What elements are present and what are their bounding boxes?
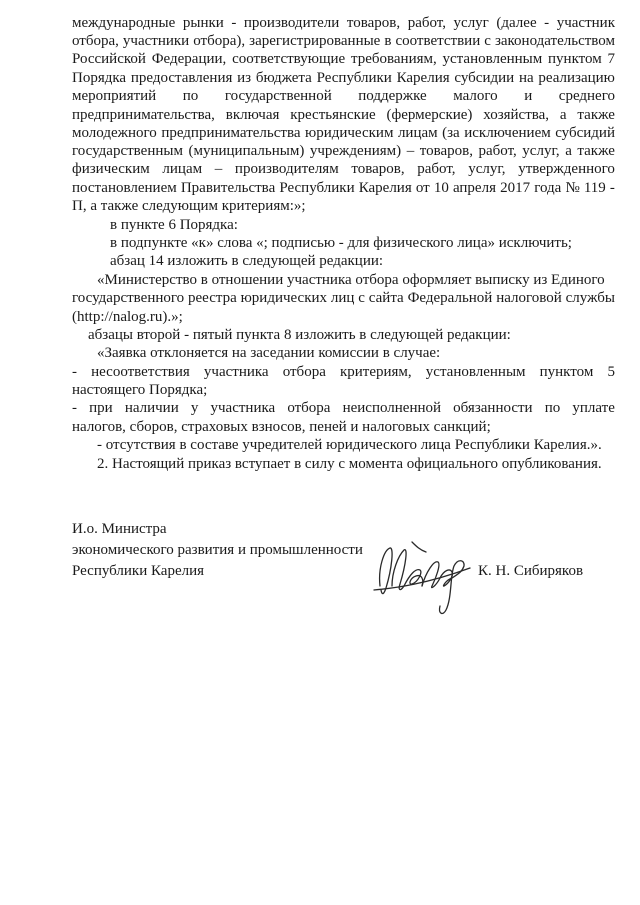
word: зарегистрированные (249, 33, 381, 49)
word: поддержке (358, 88, 427, 104)
word: услуг, (522, 143, 560, 159)
word: апреля (452, 180, 496, 196)
word: юридических (240, 290, 328, 306)
word: при (89, 400, 113, 416)
word: предпринимательства, (72, 107, 215, 123)
word: Российской (72, 51, 146, 67)
word: мероприятий (72, 88, 157, 104)
word: отбора (282, 364, 326, 380)
word: также (577, 143, 615, 159)
word: товаров, (346, 15, 401, 31)
word: несоответствия (91, 364, 190, 380)
word: с (358, 290, 365, 306)
word: включая (225, 107, 280, 123)
word: а (565, 143, 572, 159)
word: участника (210, 400, 276, 416)
signer-title-line: И.о. Министра (72, 521, 167, 537)
handwritten-signature (366, 528, 476, 618)
word: Федерации, (151, 51, 227, 67)
word: 119 (583, 180, 606, 196)
word: работ, (407, 15, 446, 31)
quote-line: «Заявка отклоняется на заседании комиссии в случае: (97, 345, 441, 361)
word: производителям (234, 161, 339, 177)
body-line: П, а также следующим критериям:»; (72, 198, 306, 214)
body-line: в пункте 6 Порядка: (110, 217, 238, 233)
word: лицам (162, 161, 203, 177)
word: сайта (368, 290, 404, 306)
word: участника (203, 364, 269, 380)
word: по (182, 88, 199, 104)
word: 5 (607, 364, 615, 380)
word: № (565, 180, 580, 196)
word: Республики (279, 180, 355, 196)
word: - (231, 15, 237, 31)
word: (далее (496, 15, 537, 31)
word: международные (72, 15, 176, 31)
list-item-line: налогов, сборов, страховых взносов, пеней и налоговых санкций; (72, 419, 491, 435)
word: участники (122, 33, 190, 49)
word: установленным (442, 51, 543, 67)
list-item-line (72, 399, 615, 417)
word: соответствии (395, 33, 481, 49)
word: критериям, (339, 364, 412, 380)
word: товаров, (419, 143, 473, 159)
body-line (72, 160, 615, 178)
body-line: абзац 14 изложить в следующей редакции: (110, 253, 384, 269)
body-line (72, 87, 615, 105)
word: государственного (72, 290, 185, 306)
list-item-line: настоящего Порядка; (72, 382, 208, 398)
word: рынки (182, 15, 224, 31)
word: малого (453, 88, 498, 104)
word: постановлением (72, 180, 177, 196)
word: (муниципальным) (188, 143, 305, 159)
word: лицам (397, 125, 438, 141)
word: а (559, 107, 567, 123)
word: реализацию (538, 70, 615, 86)
word: у (190, 400, 199, 416)
body-line (72, 50, 615, 68)
word: производители (243, 15, 340, 31)
word: пунктом (548, 51, 602, 67)
quote-line: (http://nalog.ru).»; (72, 309, 183, 325)
word: товаров, (351, 161, 405, 177)
word: реестра (188, 290, 237, 306)
word: физическим (72, 161, 150, 177)
word: Федеральной (407, 290, 493, 306)
word: работ, (478, 143, 517, 159)
body-line (72, 14, 615, 32)
word: установленным (425, 364, 526, 380)
word: законодательством (494, 33, 615, 49)
word: предоставления (130, 70, 233, 86)
word: 7 (607, 51, 615, 67)
word: - (609, 180, 615, 196)
body-line (72, 179, 615, 197)
signer-title-line: экономического развития и промышленности (72, 542, 363, 558)
word: молодежного (72, 125, 157, 141)
word: отбора, (72, 33, 119, 49)
body-line: абзацы второй - пятый пункта 8 изложить в следующей редакции: (88, 327, 511, 343)
body-line (72, 32, 615, 50)
word: по (544, 400, 561, 416)
body-line (72, 142, 615, 160)
word: государственной (224, 88, 332, 104)
word: хозяйства, (483, 107, 550, 123)
word: – (214, 161, 223, 177)
word: Карелия (358, 180, 412, 196)
signer-name: К. Н. Сибиряков (478, 563, 584, 579)
word: - (72, 364, 77, 380)
word: уплате (572, 400, 615, 416)
word: (за (442, 125, 460, 141)
word: субсидий (555, 125, 615, 141)
word: Республики (316, 70, 392, 86)
word: 2017 (500, 180, 531, 196)
word: налоговой (496, 290, 562, 306)
word: соответствующие (232, 51, 346, 67)
signer-title-line: Республики Карелия (72, 563, 205, 579)
body-line (72, 106, 615, 124)
word: от (415, 180, 430, 196)
word: службы (565, 290, 615, 306)
word: пунктом (539, 364, 594, 380)
word: года (534, 180, 562, 196)
list-item-line (72, 363, 615, 381)
quote-line (72, 289, 615, 307)
word: исключением (464, 125, 551, 141)
word: с (484, 33, 491, 49)
word: бюджета (255, 70, 312, 86)
word: также (577, 107, 615, 123)
word: услуг (453, 15, 489, 31)
body-line (72, 69, 615, 87)
body-line (72, 124, 615, 142)
word: отбора (287, 400, 331, 416)
word: предпринимательства (161, 125, 301, 141)
word: работ, (417, 161, 456, 177)
word: наличии (124, 400, 179, 416)
word: услуг, (468, 161, 506, 177)
word: среднего (558, 88, 615, 104)
final-clause-line: 2. Настоящий приказ вступает в силу с момента официального опубликования. (97, 456, 602, 472)
word: субсидии (454, 70, 515, 86)
word: юридическим (305, 125, 394, 141)
word: обязанности (453, 400, 533, 416)
word: и (524, 88, 533, 104)
word: государственным (72, 143, 183, 159)
word: участник (556, 15, 615, 31)
list-item-line: - отсутствия в составе учредителей юридического лица Республики Карелия.». (97, 437, 602, 453)
word: (фермерские) (386, 107, 473, 123)
quote-line: «Министерство в отношении участника отбора оформляет выписку из Единого (97, 272, 605, 288)
body-line: в подпункте «к» слова «; подписью - для физического лица» исключить; (110, 235, 572, 251)
word: утвержденного (518, 161, 615, 177)
word: Карелия (396, 70, 450, 86)
word: - (72, 400, 77, 416)
word: отбора), (193, 33, 246, 49)
word: – (406, 143, 415, 159)
word: из (237, 70, 252, 86)
word: - (544, 15, 550, 31)
word: на (518, 70, 534, 86)
word: 10 (433, 180, 449, 196)
word: Порядка (72, 70, 127, 86)
word: неисполненной (342, 400, 442, 416)
word: крестьянские (290, 107, 376, 123)
word: в (384, 33, 392, 49)
word: требованиям, (350, 51, 437, 67)
word: лиц (330, 290, 355, 306)
word: учреждениям) (309, 143, 402, 159)
word: Правительства (180, 180, 276, 196)
